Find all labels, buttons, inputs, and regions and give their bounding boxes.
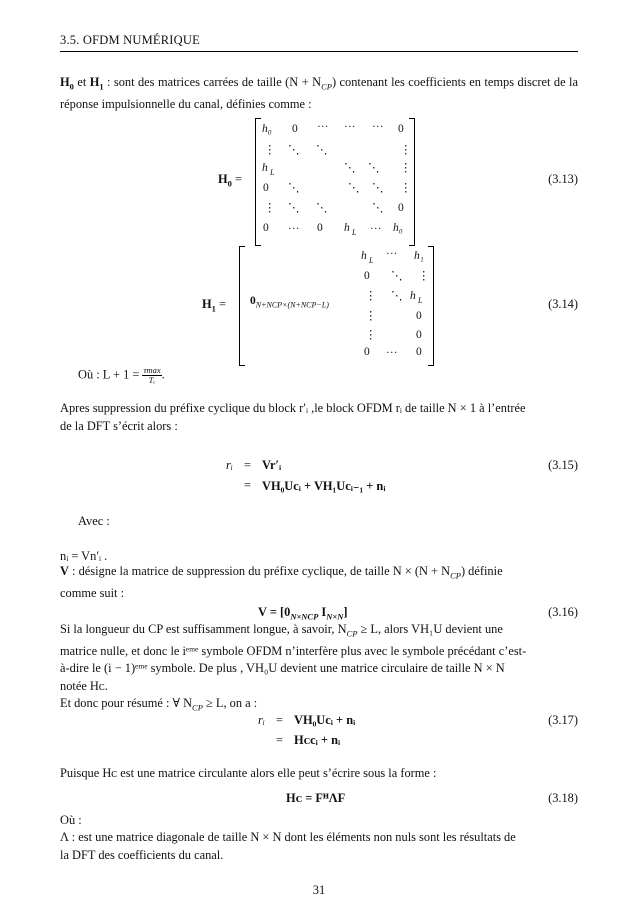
cp-line-5-b: ≥ L, on a : [202, 696, 258, 711]
eq13-cell: 0 [398, 123, 404, 135]
eq14-lhs-sub: 1 [211, 303, 216, 314]
eq14-cell: h₁ [414, 250, 424, 262]
cp-line-3: à-dire le (i − 1)ᵉᵐᵉ symbole. De plus , VH₀U devient une matrice circulaire de taille N × N [60, 661, 505, 676]
eq13-cell: 0 [398, 202, 404, 214]
eq14-block-zero: 0 [250, 295, 256, 307]
eq14-lhs-symbol: H [202, 297, 212, 311]
eq14-block-sub: N+NCP×(N+NCP−L) [255, 300, 329, 310]
eq13-cell: ⋱ [348, 182, 360, 194]
cp-line-4: notée Hᴄ. [60, 678, 108, 693]
eq13-cell: ⋮ [400, 162, 412, 174]
eq13-lhs-sub: 0 [227, 178, 232, 189]
cp-line-1-a: Si la longueur du CP est suffisamment longue, à savoir, N [60, 622, 347, 636]
h0-symbol: H [60, 75, 70, 89]
where-L [78, 366, 165, 385]
eq14-zero-block [250, 295, 329, 309]
eq15-line2-rhs: VH₀Ucᵢ + VH₁Ucᵢ₋₁ + nᵢ [262, 479, 386, 493]
eq14-cell: ⋮ [418, 270, 430, 282]
eq13-number: (3.13) [548, 172, 578, 186]
avec-label: Avec : [78, 514, 110, 528]
lambda-line-1: Λ : est une matrice diagonale de taille N × N dont les éléments non nuls sont les résultats de [60, 830, 516, 844]
intro-paragraph: $H_0$ et $H_1$ : sont des matrices carrées de taille $(N + N_{CP})$ contenant les coefficients en temps discret de la réponse impulsionnelle du canal, définies comme : [60, 75, 578, 111]
header-rule [60, 51, 578, 52]
eq13-cell: ⋱ [368, 162, 380, 174]
eq14-cell: … [386, 344, 398, 356]
eq13-cell: ⋮ [264, 202, 276, 214]
eq14-cell: ⋱ [391, 270, 403, 282]
where-L-fraction [142, 366, 161, 385]
cp-line-5-a: Et donc pour résumé : ∀ N [60, 696, 193, 711]
eq14-cell: h [410, 290, 416, 302]
cp-line-5-sub: CP [192, 702, 203, 713]
eq13-cell: 0 [292, 123, 298, 135]
eq13-cell: ⋱ [344, 162, 356, 174]
eq13-lhs-symbol: H [218, 172, 228, 186]
intro-sub: CP [321, 81, 332, 92]
eq14-number: (3.14) [548, 297, 578, 311]
eq14-cell: ··· [386, 248, 398, 260]
ou-label: Où : [60, 813, 82, 827]
eq17-number: (3.17) [548, 713, 578, 727]
eq13-matrix [260, 120, 410, 242]
eq14-cell-sub: L [369, 256, 374, 265]
puisque-paragraph: Puisque Hᴄ est une matrice circulante alors elle peut s’écrire sous la forme : [60, 766, 437, 780]
where-L-end: . [161, 367, 165, 382]
h0-sub: 0 [69, 81, 74, 92]
eq18: Hᴄ = FᴴΛF [286, 791, 346, 805]
eq14-left-bracket [239, 246, 245, 366]
eq13-cell: h [344, 222, 350, 234]
eq13-cell: ⋱ [316, 202, 328, 214]
eq14-equals: = [215, 297, 226, 311]
v-def-sub: CP [450, 570, 461, 581]
lambda-definition [60, 829, 578, 864]
page-number: 31 [312, 883, 326, 897]
eq18-number: (3.18) [548, 791, 578, 805]
eq13-cell-sub: L [270, 168, 275, 177]
eq13-cell: ··· [344, 121, 356, 133]
eq13-cell: ⋱ [288, 202, 300, 214]
v-def-line-2: comme suit : [60, 585, 125, 600]
eq15-line2-eq: = [244, 478, 251, 492]
eq16-number: (3.16) [548, 605, 578, 619]
eq16-text: V = [0 [258, 605, 291, 619]
eq13-cell: ⋱ [372, 182, 384, 194]
eq14-cell: ⋮ [365, 329, 377, 341]
eq13-cell: h [262, 162, 268, 174]
eq17-line2-eq: = [276, 733, 283, 747]
apres-line-1: Apres suppression du préfixe cyclique du block r′ᵢ ,le block OFDM rᵢ de taille N × 1 à l’entrée [60, 401, 526, 415]
v-def-end: ) définie [460, 564, 503, 578]
eq13-cell: ··· [372, 121, 384, 133]
eq13-cell: ⋱ [316, 144, 328, 156]
eq14-cell: 0 [364, 270, 370, 282]
eq17-line1-rhs: VH₀Ucᵢ + nᵢ [294, 713, 356, 727]
eq13-cell: ⋮ [400, 182, 412, 194]
intro-text-end: ) contenant les coefficients en temps discret de la réponse impulsionnelle du canal, définies comme : [60, 75, 578, 111]
eq13-cell: 0 [263, 182, 269, 194]
eq13-cell: ⋱ [288, 144, 300, 156]
eq16-end: ] [343, 605, 348, 619]
eq13-cell: ··· [317, 121, 329, 133]
cp-line-1-sub: CP [346, 628, 358, 639]
intro-text: : sont des matrices carrées de taille (N + N [103, 75, 322, 89]
eq17-line1-eq: = [276, 713, 283, 727]
running-header: 3.5. OFDM NUMÉRIQUE [60, 33, 200, 47]
eq13-cell-sub: L [352, 228, 357, 237]
eq13-cell: 0 [317, 222, 323, 234]
eq17-line2-rhs: Hᴄcᵢ + nᵢ [294, 733, 341, 747]
h1-symbol: H [89, 75, 100, 89]
eq13-cell: ⋮ [264, 144, 276, 156]
lambda-line-2: la DFT des coefficients du canal. [60, 847, 224, 862]
eq16-sub: N×NCP [290, 611, 319, 622]
eq15-line1-lhs: rᵢ [226, 458, 233, 472]
eq13-cell: ⋱ [372, 202, 384, 214]
where-L-text: Où : L + 1 = [78, 367, 143, 382]
eq16-sub2: N×N [326, 611, 344, 622]
eq14-cell: ⋱ [391, 290, 403, 302]
eq17-line1-lhs: rᵢ [258, 713, 265, 727]
eq14-cell: 0 [416, 329, 422, 341]
eq14-matrix [358, 248, 430, 362]
eq16 [258, 605, 347, 621]
apres-paragraph [60, 400, 578, 435]
cp-line-1-b: ≥ L, alors VH₁U devient une [357, 622, 503, 636]
v-definition [60, 563, 578, 602]
eq13-equals: = [231, 172, 242, 186]
frac-denominator: Tₑ [148, 375, 156, 385]
v-def-text: : désigne la matrice de suppression du préfixe cyclique, de taille N × (N + N [68, 564, 451, 578]
eq14-lhs [202, 297, 226, 313]
eq16-identity: I [318, 605, 327, 619]
eq14-cell: ⋮ [365, 290, 377, 302]
eq14-cell: ⋮ [365, 310, 377, 322]
eq13-cell: … [288, 220, 300, 232]
h1-sub: 1 [99, 81, 104, 92]
cp-line-1 [60, 621, 578, 643]
cp-line-2: matrice nulle, et donc le iᵉᵐᵉ symbole OFDM n’interfère plus avec le symbole précédant c’est- [60, 643, 527, 658]
ni-definition: nᵢ = Vn′ᵢ . [60, 549, 108, 563]
eq14-cell-sub: L [418, 296, 423, 305]
eq13-lhs [218, 172, 242, 188]
cp-paragraph [60, 621, 578, 717]
eq13-cell: h₀ [262, 123, 272, 135]
eq14-cell: 0 [364, 346, 370, 358]
eq13-cell: … [370, 220, 382, 232]
eq15-number: (3.15) [548, 458, 578, 472]
frac-numerator: τmax [143, 365, 161, 375]
v-symbol: V [60, 564, 69, 578]
apres-line-2: de la DFT s’écrit alors : [60, 418, 178, 433]
eq14-cell: h [361, 250, 367, 262]
eq13-cell: ⋱ [288, 182, 300, 194]
eq14-cell: 0 [416, 346, 422, 358]
eq14-cell: 0 [416, 310, 422, 322]
eq13-cell: ⋮ [400, 144, 412, 156]
eq15-line1-eq: = [244, 458, 251, 472]
eq13-cell: h₀ [393, 222, 403, 234]
eq15-line1-rhs: Vr′ᵢ [262, 458, 282, 472]
eq13-cell: 0 [263, 222, 269, 234]
